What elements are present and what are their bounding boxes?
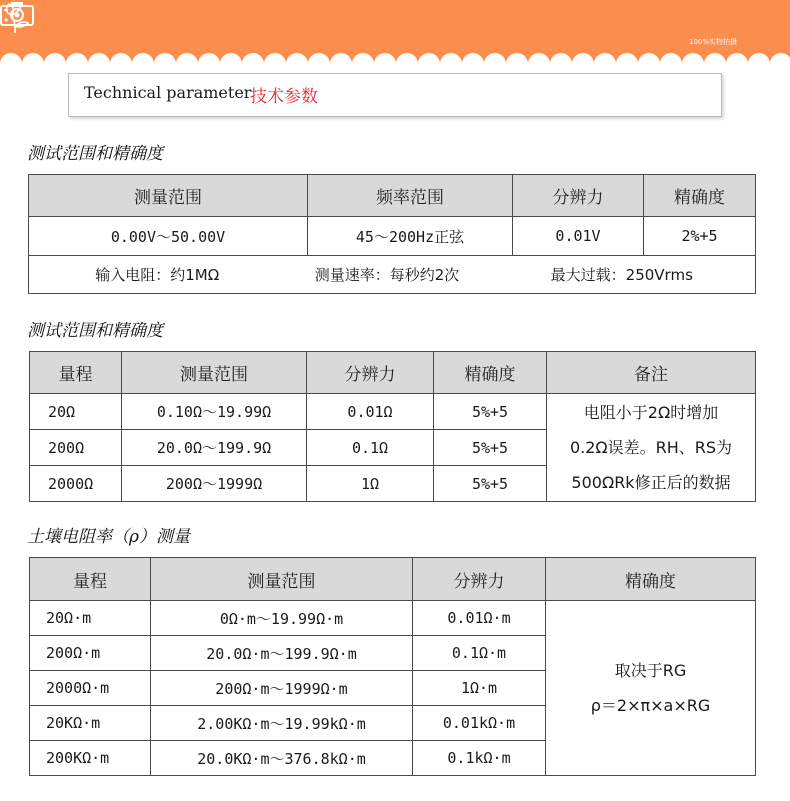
measure-range-cell: 200Ω～1999Ω: [122, 466, 307, 502]
range-cell: 200Ω·m: [30, 636, 151, 671]
input-resistance-text: 输入电阻：约1MΩ: [95, 266, 220, 284]
table-header-row: [30, 352, 756, 394]
footer-specs-cell: [29, 256, 756, 294]
section1-title: 测试范围和精确度: [27, 144, 163, 164]
accuracy-formula: ρ＝2×π×a×RG: [590, 696, 711, 715]
section2-title: 测试范围和精确度: [27, 321, 163, 341]
resolution-cell: 0.1kΩ·m: [413, 741, 546, 776]
resolution-cell: 0.01Ω·m: [413, 601, 546, 636]
accuracy-cell: 5%+5: [434, 394, 547, 430]
table-row: [29, 217, 756, 256]
soil-resistivity-table: [29, 557, 756, 776]
camera-icon: [0, 0, 34, 26]
max-overload-text: 最大过载：250Vrms: [550, 266, 693, 284]
remark-line: 0.2Ω误差。RH、RS为: [569, 438, 733, 457]
remark-line: 500ΩRk修正后的数据: [571, 473, 731, 492]
header-cell: 分辨力: [413, 558, 546, 601]
range-cell: 200KΩ·m: [30, 741, 151, 776]
measure-range-cell: 20.0KΩ·m～376.8kΩ·m: [151, 741, 413, 776]
resolution-cell: 0.01kΩ·m: [413, 706, 546, 741]
header-cell: 精确度: [644, 175, 756, 217]
measure-range-cell: 0.00V～50.00V: [29, 217, 308, 256]
accuracy-cell: 5%+5: [434, 430, 547, 466]
header-cell: 频率范围: [308, 175, 513, 217]
measure-range-cell: 2.00KΩ·m～19.99kΩ·m: [151, 706, 413, 741]
measure-range-cell: 0.10Ω～19.99Ω: [122, 394, 307, 430]
resolution-cell: 0.1Ω·m: [413, 636, 546, 671]
range-cell: 200Ω: [30, 430, 122, 466]
header-banner: [0, 0, 790, 64]
header-cell: 备注: [547, 352, 756, 394]
measure-range-cell: 20.0Ω～199.9Ω: [122, 430, 307, 466]
remark-cell: [547, 394, 756, 502]
header-cell: 分辨力: [307, 352, 434, 394]
header-cell: 精确度: [546, 558, 756, 601]
accuracy-cell: [546, 601, 756, 776]
section3-title: 土壤电阻率（ρ）测量: [27, 527, 190, 547]
accuracy-cell: 5%+5: [434, 466, 547, 502]
voltage-spec-table: [28, 174, 756, 294]
accuracy-cell: 2%+5: [644, 217, 756, 256]
header-cell: 量程: [30, 558, 151, 601]
frequency-range-cell: 45～200Hz正弦: [308, 217, 513, 256]
range-cell: 2000Ω·m: [30, 671, 151, 706]
range-cell: 20KΩ·m: [30, 706, 151, 741]
header-cell: 分辨力: [513, 175, 644, 217]
table-footer-row: [29, 256, 756, 294]
table-row: [30, 394, 756, 430]
measure-rate-text: 测量速率：每秒约2次: [314, 266, 460, 284]
resolution-cell: 0.01V: [513, 217, 644, 256]
header-cell: 测量范围: [151, 558, 413, 601]
measure-range-cell: 20.0Ω·m～199.9Ω·m: [151, 636, 413, 671]
table-header-row: [29, 175, 756, 217]
range-cell: 2000Ω: [30, 466, 122, 502]
remark-line: 电阻小于2Ω时增加: [583, 403, 719, 422]
header-cell: 测量范围: [122, 352, 307, 394]
resolution-cell: 1Ω·m: [413, 671, 546, 706]
table-row: [30, 601, 756, 636]
table-header-row: [30, 558, 756, 601]
resistance-spec-table: [29, 351, 756, 502]
accuracy-line: 取决于RG: [614, 661, 687, 680]
header-cell: 测量范围: [29, 175, 308, 217]
param-heading-chinese: 技术参数: [250, 87, 318, 107]
measure-range-cell: 200Ω·m～1999Ω·m: [151, 671, 413, 706]
header-cell: 量程: [30, 352, 122, 394]
resolution-cell: 0.1Ω: [307, 430, 434, 466]
range-cell: 20Ω·m: [30, 601, 151, 636]
range-cell: 20Ω: [30, 394, 122, 430]
measure-range-cell: 0Ω·m～19.99Ω·m: [151, 601, 413, 636]
banner-wave: [0, 0, 790, 64]
banner-caption: 100%实物拍摄: [688, 38, 737, 46]
resolution-cell: 1Ω: [307, 466, 434, 502]
header-cell: 精确度: [434, 352, 547, 394]
resolution-cell: 0.01Ω: [307, 394, 434, 430]
param-heading-english: Technical parameter: [84, 83, 252, 102]
